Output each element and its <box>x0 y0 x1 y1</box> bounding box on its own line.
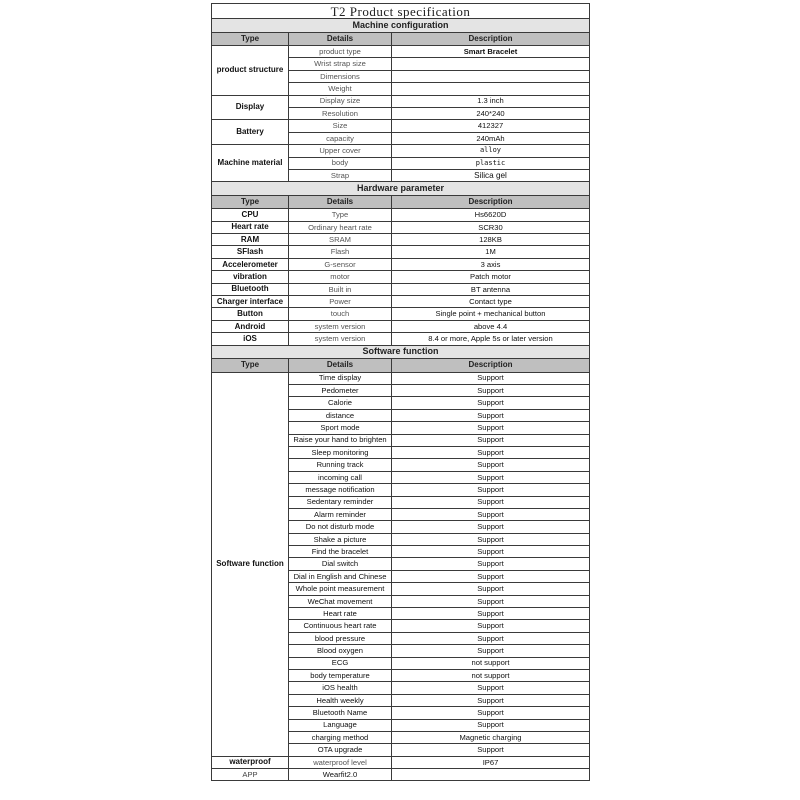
description-cell: not support <box>392 669 590 681</box>
description-cell: Support <box>392 645 590 657</box>
table-row <box>212 333 590 345</box>
description-cell: Support <box>392 719 590 731</box>
description-cell: Support <box>392 558 590 570</box>
details-cell: Upper cover <box>289 145 392 157</box>
table-row <box>212 46 590 58</box>
table-row <box>212 246 590 258</box>
details-cell: Calorie <box>289 397 392 409</box>
section-row <box>212 345 590 359</box>
details-cell: Raise your hand to brighten <box>289 434 392 446</box>
section-title-software-function: Software function <box>212 345 590 359</box>
details-cell: Language <box>289 719 392 731</box>
type-cell: iOS <box>212 333 289 345</box>
type-cell: Battery <box>212 120 289 145</box>
header-description: Description <box>392 195 590 209</box>
details-cell: OTA upgrade <box>289 744 392 756</box>
type-cell: Android <box>212 320 289 332</box>
column-header-row <box>212 32 590 46</box>
column-header-row <box>212 359 590 373</box>
description-cell: IP67 <box>392 756 590 768</box>
description-cell: Support <box>392 397 590 409</box>
details-cell: Built in <box>289 283 392 295</box>
details-cell: Size <box>289 120 392 132</box>
description-cell: 1M <box>392 246 590 258</box>
details-cell: Heart rate <box>289 608 392 620</box>
type-cell: product structure <box>212 46 289 96</box>
details-cell: message notification <box>289 484 392 496</box>
header-type: Type <box>212 195 289 209</box>
description-cell: SCR30 <box>392 221 590 233</box>
details-cell: Whole point measurement <box>289 583 392 595</box>
details-cell: Dial switch <box>289 558 392 570</box>
description-cell: Support <box>392 546 590 558</box>
details-cell: Dial in English and Chinese <box>289 570 392 582</box>
hardware-rows <box>212 209 590 345</box>
details-cell: Continuous heart rate <box>289 620 392 632</box>
details-cell: body <box>289 157 392 169</box>
type-cell: RAM <box>212 234 289 246</box>
description-cell <box>392 58 590 70</box>
header-details: Details <box>289 359 392 373</box>
description-cell: 1.3 inch <box>392 95 590 107</box>
description-cell: 412327 <box>392 120 590 132</box>
document-title: T2 Product specification <box>212 4 590 19</box>
details-cell: Shake a picture <box>289 533 392 545</box>
description-cell: Single point + mechanical button <box>392 308 590 320</box>
details-cell: Wearfit2.0 <box>289 769 392 781</box>
header-details: Details <box>289 195 392 209</box>
details-cell: iOS health <box>289 682 392 694</box>
details-cell: incoming call <box>289 471 392 483</box>
type-cell: CPU <box>212 209 289 221</box>
description-cell: Support <box>392 595 590 607</box>
description-cell: Support <box>392 608 590 620</box>
header-description: Description <box>392 32 590 46</box>
description-cell <box>392 83 590 95</box>
description-cell: Support <box>392 707 590 719</box>
description-cell: Support <box>392 620 590 632</box>
details-cell: Running track <box>289 459 392 471</box>
description-cell <box>392 769 590 781</box>
header-type: Type <box>212 359 289 373</box>
description-cell: not support <box>392 657 590 669</box>
spec-sheet <box>211 3 589 781</box>
header-type: Type <box>212 32 289 46</box>
details-cell: Time display <box>289 372 392 384</box>
type-cell: waterproof <box>212 756 289 768</box>
description-cell: Support <box>392 446 590 458</box>
details-cell: Pedometer <box>289 384 392 396</box>
description-cell: Support <box>392 521 590 533</box>
description-cell: Support <box>392 409 590 421</box>
details-cell: Health weekly <box>289 694 392 706</box>
description-cell: Support <box>392 682 590 694</box>
type-cell: Machine material <box>212 145 289 182</box>
details-cell: Ordinary heart rate <box>289 221 392 233</box>
details-cell: Display size <box>289 95 392 107</box>
details-cell: Sport mode <box>289 422 392 434</box>
description-cell: Magnetic charging <box>392 731 590 743</box>
details-cell: Flash <box>289 246 392 258</box>
description-cell: alloy <box>392 145 590 157</box>
type-cell: APP <box>212 769 289 781</box>
table-row <box>212 145 590 157</box>
type-cell: SFlash <box>212 246 289 258</box>
type-cell: Heart rate <box>212 221 289 233</box>
details-cell: system version <box>289 333 392 345</box>
section-title-machine-configuration: Machine configuration <box>212 19 590 33</box>
details-cell: blood pressure <box>289 632 392 644</box>
type-cell: vibration <box>212 271 289 283</box>
section-title-hardware-parameter: Hardware parameter <box>212 182 590 196</box>
table-row <box>212 308 590 320</box>
spec-table <box>211 3 590 781</box>
details-cell: Weight <box>289 83 392 95</box>
description-cell: Support <box>392 533 590 545</box>
description-cell: Support <box>392 434 590 446</box>
details-cell: product type <box>289 46 392 58</box>
table-row <box>212 209 590 221</box>
description-cell: Support <box>392 508 590 520</box>
type-cell: Software function <box>212 372 289 756</box>
description-cell: Support <box>392 471 590 483</box>
table-row <box>212 95 590 107</box>
description-cell: Support <box>392 459 590 471</box>
table-row <box>212 258 590 270</box>
description-cell: Patch motor <box>392 271 590 283</box>
details-cell: Alarm reminder <box>289 508 392 520</box>
description-cell: Support <box>392 744 590 756</box>
details-cell: touch <box>289 308 392 320</box>
software-rows <box>212 372 590 756</box>
table-row <box>212 234 590 246</box>
table-row <box>212 120 590 132</box>
details-cell: body temperature <box>289 669 392 681</box>
details-cell: motor <box>289 271 392 283</box>
header-details: Details <box>289 32 392 46</box>
details-cell: system version <box>289 320 392 332</box>
details-cell: ECG <box>289 657 392 669</box>
details-cell: Sleep monitoring <box>289 446 392 458</box>
details-cell: WeChat movement <box>289 595 392 607</box>
description-cell: 8.4 or more, Apple 5s or later version <box>392 333 590 345</box>
table-row <box>212 756 590 768</box>
table-row <box>212 221 590 233</box>
header-description: Description <box>392 359 590 373</box>
description-cell: 3 axis <box>392 258 590 270</box>
details-cell: Type <box>289 209 392 221</box>
description-cell: Support <box>392 384 590 396</box>
description-cell: BT antenna <box>392 283 590 295</box>
table-row <box>212 372 590 384</box>
description-cell: Support <box>392 632 590 644</box>
details-cell: Find the bracelet <box>289 546 392 558</box>
table-row <box>212 320 590 332</box>
table-row <box>212 271 590 283</box>
details-cell: capacity <box>289 132 392 144</box>
details-cell: Resolution <box>289 107 392 119</box>
description-cell: plastic <box>392 157 590 169</box>
table-row <box>212 283 590 295</box>
description-cell: Smart Bracelet <box>392 46 590 58</box>
details-cell: Sedentary reminder <box>289 496 392 508</box>
description-cell: above 4.4 <box>392 320 590 332</box>
description-cell: Contact type <box>392 296 590 308</box>
details-cell: Wrist strap size <box>289 58 392 70</box>
description-cell: Support <box>392 372 590 384</box>
details-cell: Do not disturb mode <box>289 521 392 533</box>
description-cell: Support <box>392 694 590 706</box>
details-cell: Blood oxygen <box>289 645 392 657</box>
details-cell: SRAM <box>289 234 392 246</box>
details-cell: Dimensions <box>289 70 392 82</box>
description-cell: Support <box>392 422 590 434</box>
details-cell: Bluetooth Name <box>289 707 392 719</box>
details-cell: G-sensor <box>289 258 392 270</box>
description-cell <box>392 70 590 82</box>
description-cell: Silica gel <box>392 169 590 181</box>
table-row <box>212 296 590 308</box>
description-cell: Support <box>392 496 590 508</box>
description-cell: 240*240 <box>392 107 590 119</box>
details-cell: charging method <box>289 731 392 743</box>
type-cell: Display <box>212 95 289 120</box>
description-cell: Support <box>392 484 590 496</box>
details-cell: distance <box>289 409 392 421</box>
details-cell: waterproof level <box>289 756 392 768</box>
description-cell: Hs6620D <box>392 209 590 221</box>
description-cell: 240mAh <box>392 132 590 144</box>
type-cell: Charger interface <box>212 296 289 308</box>
description-cell: Support <box>392 583 590 595</box>
section-row <box>212 182 590 196</box>
column-header-row <box>212 195 590 209</box>
details-cell: Power <box>289 296 392 308</box>
type-cell: Button <box>212 308 289 320</box>
type-cell: Bluetooth <box>212 283 289 295</box>
description-cell: 128KB <box>392 234 590 246</box>
table-row <box>212 769 590 781</box>
description-cell: Support <box>392 570 590 582</box>
details-cell: Strap <box>289 169 392 181</box>
title-row <box>212 4 590 19</box>
type-cell: Accelerometer <box>212 258 289 270</box>
section-row <box>212 19 590 33</box>
